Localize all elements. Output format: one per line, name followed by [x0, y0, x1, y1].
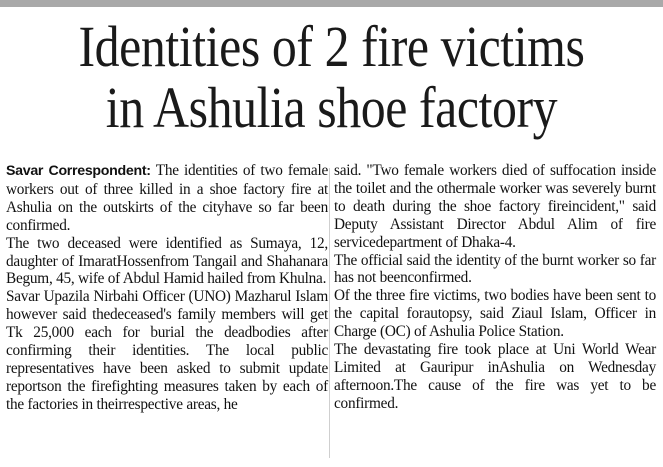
headline-line-1: Identities of 2 fire victims — [78, 14, 585, 79]
article-column-left — [6, 162, 328, 414]
article-paragraph: said. "Two female workers died of suffocation inside the toilet and the othermale worker was severely burnt to death during the shoe factory fireincident," said Deputy Assistant Director Abdul Alim of fire servicedepartment of Dhaka-4. — [334, 162, 656, 251]
lead-text: The identities of two female workers out of three killed in a shoe factory fire at Ashulia on the outskirts of the cityhave so far been confirmed. — [6, 162, 328, 234]
article-paragraph: Savar Upazila Nirbahi Officer (UNO) Mazharul Islam however said thedeceased's family members will get Tk 25,000 each for burial the deadbodies after confirming their identities. The local public representatives have been asked to submit update reportson the firefighting measures taken by each of the factories in theirrespective areas, he — [6, 288, 328, 413]
article-paragraph: The devastating fire took place at Uni World Wear Limited at Gauripur inAshulia on Wednesday afternoon.The cause of the fire was yet to be confirmed. — [334, 341, 656, 412]
top-rule — [0, 0, 663, 7]
article-paragraph: The two deceased were identified as Sumaya, 12, daughter of ImaratHossenfrom Tangail and Shahanara Begum, 45, wife of Abdul Hamid hailed from Khulna. — [6, 234, 328, 288]
article-paragraph — [6, 162, 328, 235]
byline: Savar Correspondent: — [6, 163, 151, 179]
article-column-right — [334, 162, 656, 413]
article-paragraph: The official said the identity of the burnt worker so far has not beenconfirmed. — [334, 251, 656, 287]
headline-line-2: in Ashulia shoe factory — [105, 75, 558, 140]
column-divider — [329, 168, 330, 458]
article-paragraph: Of the three fire victims, two bodies have been sent to the capital forautopsy, said Ziaul Islam, Officer in Charge (OC) of Ashulia Police Station. — [334, 287, 656, 341]
headline — [46, 16, 616, 138]
